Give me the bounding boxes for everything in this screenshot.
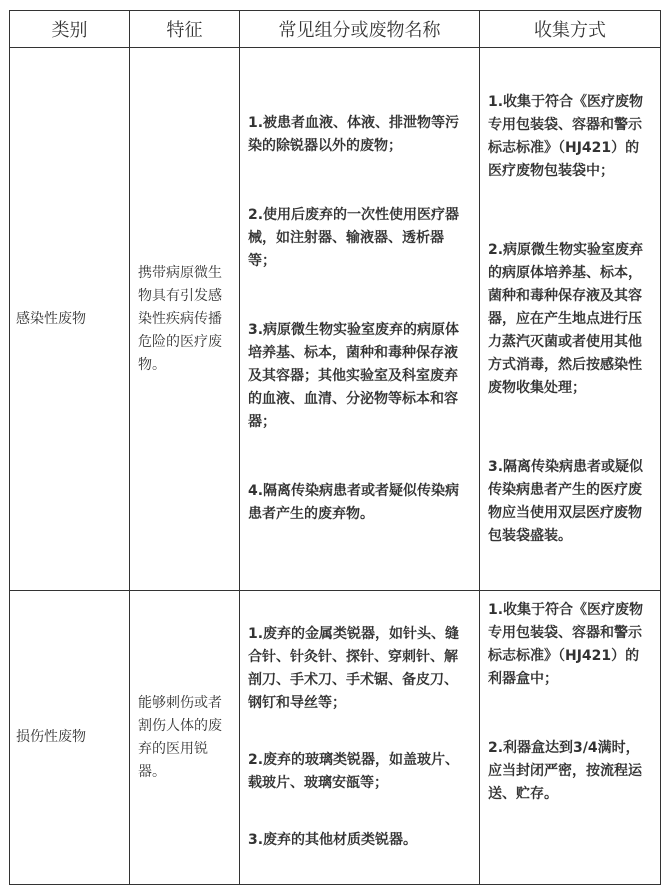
header-row: [10, 11, 661, 48]
collection-item: 1.收集于符合《医疗废物专用包装袋、容器和警示标志标准》（HJ421）的医疗废物包装袋中；: [488, 93, 644, 179]
header-components: 常见组分或废物名称: [240, 11, 480, 48]
component-item: 3.废弃的其他材质类锐器。: [248, 832, 418, 848]
components-cell: [240, 591, 480, 885]
component-item: 3.病原微生物实验室废弃的病原体培养基、标本，菌种和毒种保存液及其容器；其他实验室及科室废弃的血液、血清、分泌物等标本和容器；: [248, 322, 460, 430]
component-item: 1.被患者血液、体液、排泄物等污染的除锐器以外的废物；: [248, 115, 460, 154]
category-cell: 感染性废物: [10, 48, 130, 591]
collection-cell: [480, 48, 661, 591]
medical-waste-table: [9, 10, 661, 885]
table-row-infectious: [10, 48, 661, 591]
header-feature: 特征: [130, 11, 240, 48]
header-collection: 收集方式: [480, 11, 661, 48]
table-row-sharps: [10, 591, 661, 885]
component-item: 2.废弃的玻璃类锐器，如盖玻片、载玻片、玻璃安瓿等；: [248, 752, 460, 791]
collection-item: 1.收集于符合《医疗废物专用包装袋、容器和警示标志标准》（HJ421）的利器盒中；: [488, 602, 644, 687]
collection-item: 2.利器盒达到3/4满时，应当封闭严密，按流程运送、贮存。: [488, 740, 642, 802]
collection-item: 3.隔离传染病患者或疑似传染病患者产生的医疗废物应当使用双层医疗废物包装袋盛装。: [488, 458, 644, 544]
category-cell: 损伤性废物: [10, 591, 130, 885]
component-item: 2.使用后废弃的一次性使用医疗器械，如注射器、输液器、透析器等；: [248, 207, 460, 269]
feature-cell: 携带病原微生物具有引发感染性疾病传播危险的医疗废物。: [130, 48, 240, 591]
collection-cell: [480, 591, 661, 885]
collection-item: 2.病原微生物实验室废弃的病原体培养基、标本，菌种和毒种保存液及其容器，应在产生地点进行压力蒸汽灭菌或者使用其他方式消毒，然后按感染性废物收集处理；: [488, 241, 644, 396]
component-item: 4.隔离传染病患者或者疑似传染病患者产生的废弃物。: [248, 483, 460, 522]
feature-cell: 能够刺伤或者割伤人体的废弃的医用锐器。: [130, 591, 240, 885]
components-cell: [240, 48, 480, 591]
header-category: 类别: [10, 11, 130, 48]
component-item: 1.废弃的金属类锐器，如针头、缝合针、针灸针、探针、穿刺针、解剖刀、手术刀、手术锯、备皮刀、钢钉和导丝等；: [248, 626, 460, 711]
